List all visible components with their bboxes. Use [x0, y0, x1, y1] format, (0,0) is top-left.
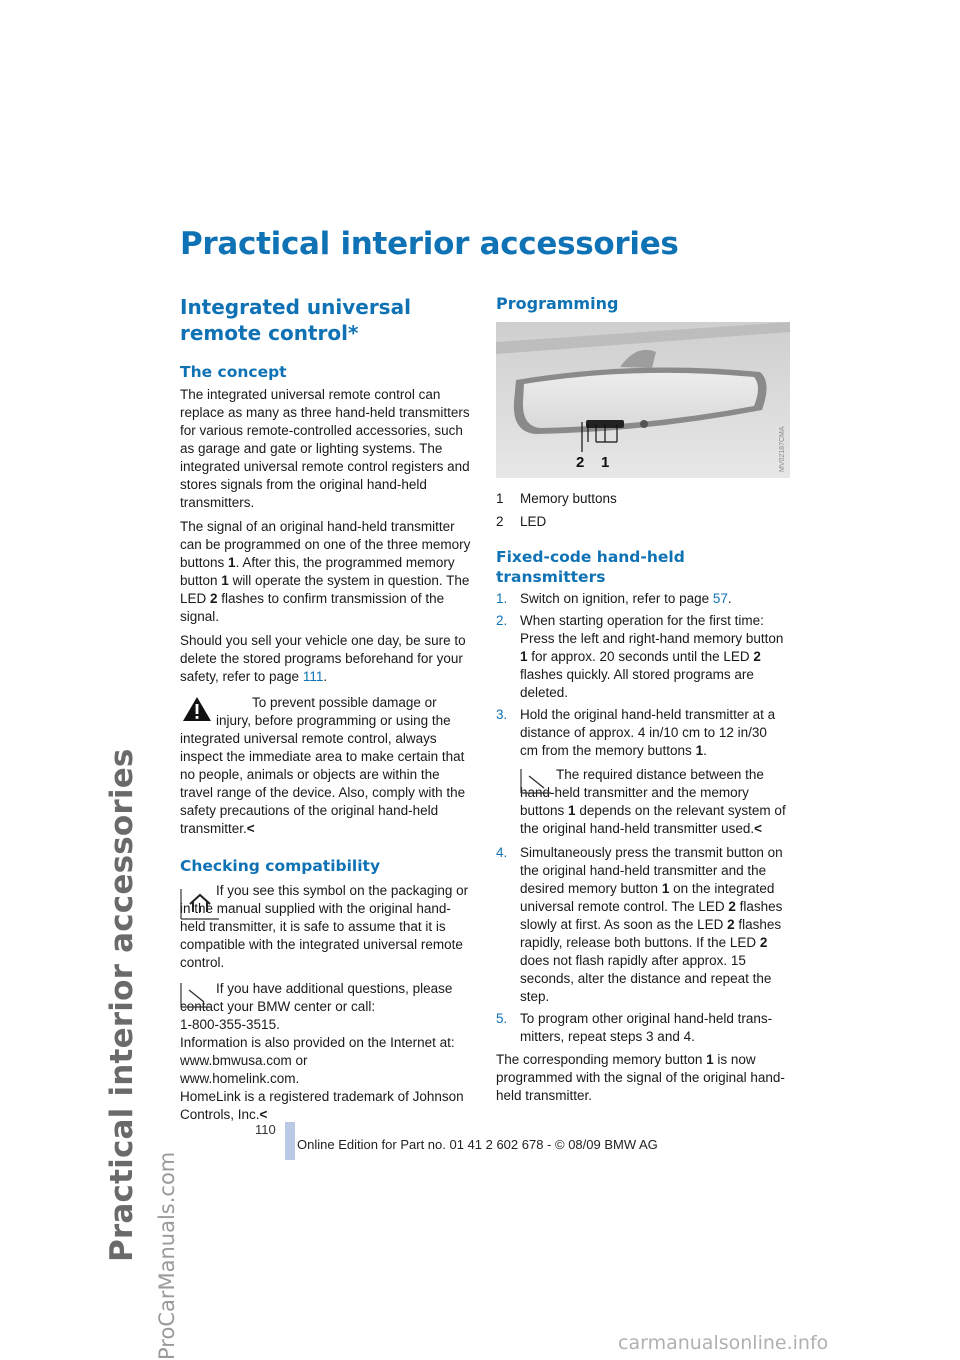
step-4: 4. Simultaneously press the transmit button on the original hand-held transmitter and the desired memory button 1 on the integrated universal remote control. The LED 2 flashes slowly at first. As soon as the LED 2 flashes rapidly, release both buttons. If the LED 2 does not flash rapidly after approx. 15 seconds, alter the distance and repeat the step. [496, 845, 783, 1004]
left-column [180, 294, 472, 1124]
concept-paragraph-2: The signal of an original hand-held transmitter can be programmed on one of the three memory buttons 1. After this, the programmed memory button 1 will operate the system in question. The LED 2 flashes to confirm transmission of the signal. [180, 519, 471, 624]
compat-text: If you see this symbol on the packaging or in the manual supplied with the original hand-held transmitter, it is safe to assume that it is compatible with the integrated universal remote control. [180, 883, 469, 970]
warning-triangle-icon [182, 696, 212, 722]
watermark-bottom: carmanualsonline.info [618, 1332, 829, 1354]
page-link-111[interactable]: 111 [302, 669, 324, 684]
legend-item: 2 LED [496, 514, 547, 529]
page-link-57[interactable]: 57 [712, 591, 728, 606]
page-number: 110 [255, 1122, 276, 1137]
watermark-left: ProCarManuals.com [155, 1151, 179, 1360]
warning-note [180, 694, 472, 838]
figure-legend [496, 490, 788, 531]
step-5: 5. To program other original hand-held transmitters, repeat steps 3 and 4. [496, 1011, 773, 1044]
note-line-6: HomeLink is a registered trademark of Johnson Controls, Inc.< [180, 1089, 464, 1122]
figure-label-2: 2 [576, 454, 585, 471]
step-3-note [496, 766, 788, 838]
note-line-5: www.homelink.com. [180, 1071, 300, 1086]
contact-note [180, 980, 472, 1124]
note-line-3: Information is also provided on the Internet at: [180, 1035, 455, 1050]
concept-heading: The concept [180, 363, 287, 381]
compat-heading: Checking compatibility [180, 857, 381, 875]
step-3: 3. Hold the original hand-held transmitter at a distance of approx. 4 in/10 cm to 12 in/30 cm from the memory buttons 1. [496, 707, 776, 758]
warning-text: To prevent possible damage or injury, before programming or using the integrated universal remote control, always inspect the immediate area to make certain that no people, animals or objects are within the travel range of the device. Also, comply with the safety precautions of the original hand-held transmitter.< [180, 695, 466, 836]
figure-code: MV02187CMA [779, 426, 786, 472]
footer-accent-bar [285, 1122, 295, 1160]
page-title: Practical interior accessories [180, 226, 679, 262]
final-paragraph: The corresponding memory button 1 is now programmed with the signal of the original hand-held transmitter. [496, 1052, 785, 1103]
note-line-4: www.bmwusa.com or [180, 1053, 308, 1068]
fixed-code-heading: Fixed-code hand-held transmitters [496, 548, 685, 586]
compat-note [180, 882, 472, 972]
chapter-side-label: Practical interior accessories [104, 748, 140, 1262]
step-3-note-text: The required distance between the hand-held transmitter and the memory buttons 1 depends on the relevant system of the original hand-held transmitter used.< [520, 767, 786, 836]
footer-edition: Online Edition for Part no. 01 41 2 602 678 - © 08/09 BMW AG [297, 1137, 658, 1152]
section-title: Integrated universal remote control* [180, 295, 411, 345]
concept-paragraph-3: Should you sell your vehicle one day, be sure to delete the stored programs beforehand for your safety, refer to page 111. [180, 633, 466, 684]
step-1: 1. Switch on ignition, refer to page 57. [496, 591, 732, 606]
note-arrow-icon [180, 982, 212, 1008]
figure-label-1: 1 [601, 454, 610, 471]
legend-item: 1 Memory buttons [496, 491, 617, 506]
concept-paragraph-1: The integrated universal remote control can replace as many as three hand-held transmitters for various remote-controlled accessories, such as garage and gate or lighting systems. The integrated universal remote control registers and stores signals from the original hand-held transmitters. [180, 387, 470, 510]
step-2: 2. When starting operation for the first time: Press the left and right-hand memory button 1 for approx. 20 seconds until the LED 2 flashes quickly. All stored programs are deleted. [496, 613, 784, 700]
note-line-2: 1-800-355-3515. [180, 1017, 280, 1032]
note-arrow-icon [520, 768, 552, 794]
rearview-mirror-figure [496, 322, 790, 478]
programming-heading: Programming [496, 294, 619, 313]
homelink-house-icon [180, 888, 220, 920]
note-line-1: If you have additional questions, please contact your BMW center or call: [180, 981, 453, 1014]
right-column [496, 294, 788, 1105]
